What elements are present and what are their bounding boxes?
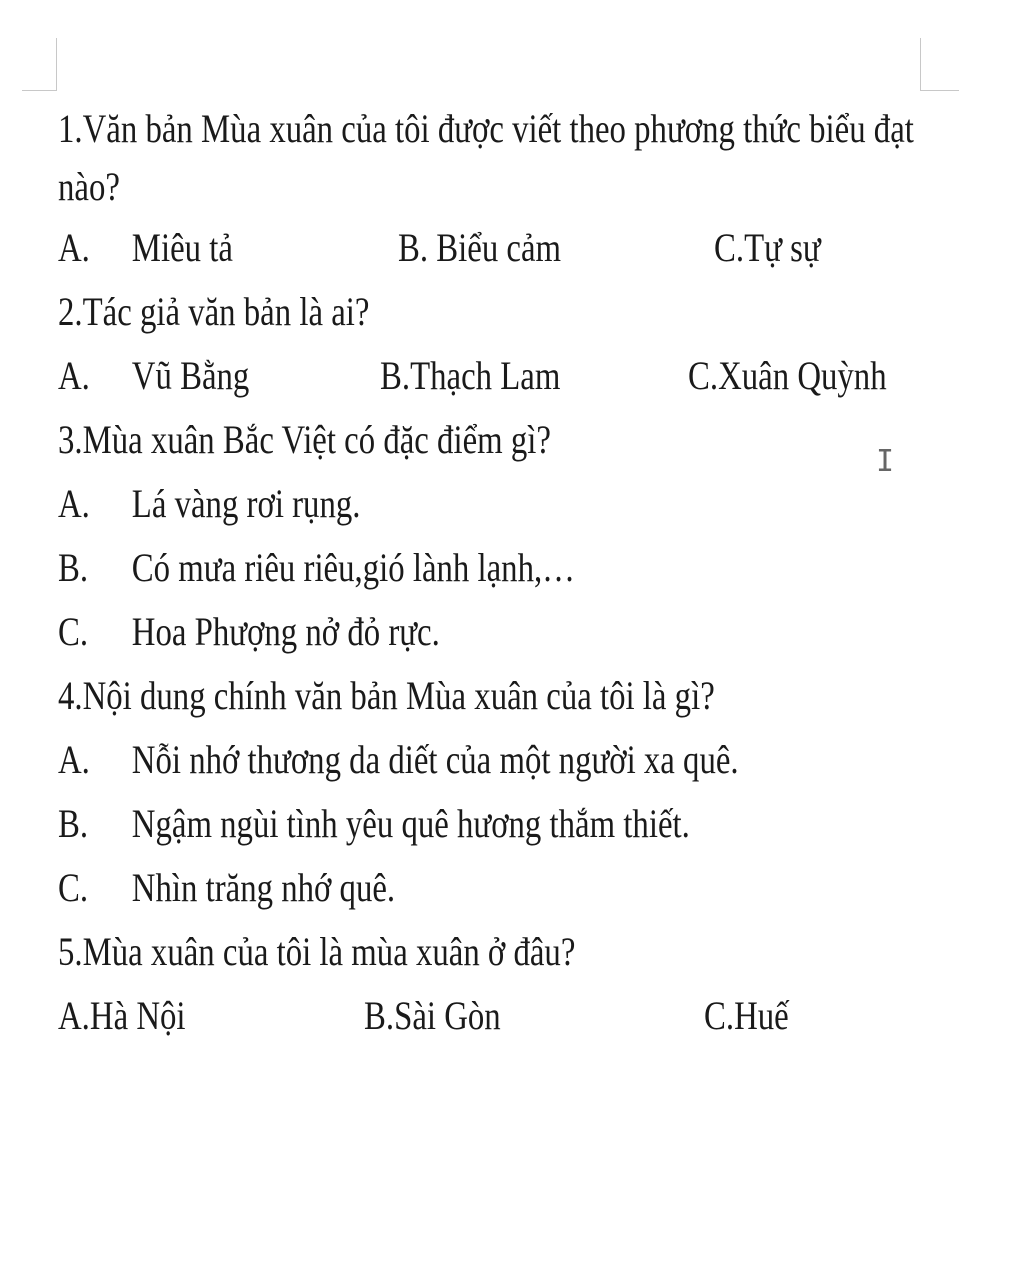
question-3-option-a	[58, 472, 780, 536]
option-letter: B.	[58, 545, 89, 590]
option-letter: A.	[58, 737, 90, 782]
option-text: Vũ Bằng	[131, 353, 250, 398]
question-4-option-b	[58, 792, 780, 856]
question-5-options	[58, 984, 938, 1048]
question-4-option-a	[58, 728, 780, 792]
question-4-title: 4.Nội dung chính văn bản Mùa xuân của tôi là gì?	[58, 673, 715, 718]
option-letter: A.	[58, 225, 90, 270]
question-1-options	[58, 216, 938, 280]
option-text: Lá vàng rơi rụng.	[131, 481, 361, 526]
question-1-option-a	[58, 216, 233, 280]
question-2-option-b: B.Thạch Lam	[380, 353, 561, 398]
quiz-content	[58, 100, 938, 1048]
option-letter: B.	[58, 801, 89, 846]
question-5-title: 5.Mùa xuân của tôi là mùa xuân ở đâu?	[58, 929, 576, 974]
question-5-option-b: B.Sài Gòn	[364, 993, 501, 1038]
question-2-option-a	[58, 344, 249, 408]
page-corner-mark	[22, 38, 57, 91]
option-letter: C.	[58, 865, 89, 910]
text-cursor-icon: I	[876, 444, 895, 479]
question-3-option-b	[58, 536, 780, 600]
question-2-option-c: C.Xuân Quỳnh	[688, 353, 887, 398]
question-5-option-c: C.Huế	[704, 993, 789, 1038]
page-corner-mark	[920, 38, 959, 91]
option-text: Hoa Phượng nở đỏ rực.	[131, 609, 440, 654]
option-text: Nỗi nhớ thương da diết của một người xa quê.	[131, 737, 739, 782]
option-letter: A.	[58, 353, 90, 398]
option-text: Có mưa riêu riêu,gió lành lạnh,…	[131, 545, 575, 590]
question-1-option-c: C.Tự sự	[714, 225, 821, 270]
option-letter: A.	[58, 481, 90, 526]
question-3-title: 3.Mùa xuân Bắc Việt có đặc điểm gì?	[58, 417, 551, 462]
question-1-option-b: B. Biểu cảm	[398, 225, 562, 270]
question-5-option-a: A.Hà Nội	[58, 993, 186, 1038]
option-text: Nhìn trăng nhớ quê.	[131, 865, 396, 910]
question-2-title: 2.Tác giả văn bản là ai?	[58, 289, 370, 334]
question-3-option-c	[58, 600, 780, 664]
question-4-option-c	[58, 856, 780, 920]
option-text: Ngậm ngùi tình yêu quê hương thắm thiết.	[131, 801, 690, 846]
option-text: Miêu tả	[131, 225, 233, 270]
question-2-options	[58, 344, 938, 408]
option-letter: C.	[58, 609, 89, 654]
question-1-title: 1.Văn bản Mùa xuân của tôi được viết theo phương thức biểu đạt nào?	[58, 106, 914, 209]
